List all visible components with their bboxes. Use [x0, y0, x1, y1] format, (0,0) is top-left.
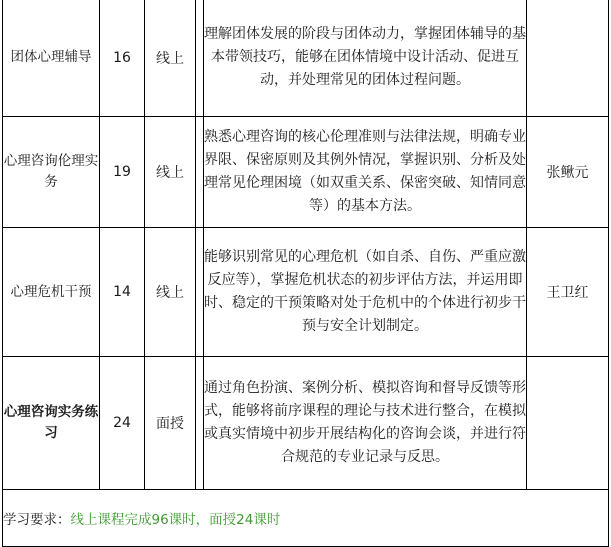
spacer-cell	[196, 117, 204, 228]
course-description: 通过角色扮演、案例分析、模拟咨询和督导反馈等形式，能够将前序课程的理论与技术进行整合，在模拟或真实情境中初步开展结构化的咨询会谈，并进行符合规范的专业记录与反思。	[204, 357, 527, 490]
spacer-cell	[196, 0, 204, 117]
course-name: 心理危机干预	[3, 228, 100, 357]
requirement-label: 学习要求：	[3, 512, 71, 528]
course-hours: 16	[100, 0, 145, 117]
spacer-cell	[196, 357, 204, 490]
course-description: 能够识别常见的心理危机（如自杀、自伤、严重应激反应等），掌握危机状态的初步评估方法，并运用即时、稳定的干预策略对处于危机中的个体进行初步干预与安全计划制定。	[204, 228, 527, 357]
course-mode: 线上	[145, 228, 196, 357]
course-name: 心理咨询伦理实务	[3, 117, 100, 228]
spacer-cell	[196, 228, 204, 357]
course-mode: 线上	[145, 0, 196, 117]
course-table	[2, 0, 609, 547]
requirement-value: 线上课程完成96课时，面授24课时	[70, 512, 281, 528]
table-row	[3, 0, 609, 117]
requirement-cell	[3, 490, 609, 547]
table-row	[3, 117, 609, 228]
course-teacher	[527, 357, 609, 490]
course-hours: 24	[100, 357, 145, 490]
course-name: 团体心理辅导	[3, 0, 100, 117]
course-hours: 19	[100, 117, 145, 228]
course-description: 理解团体发展的阶段与团体动力，掌握团体辅导的基本带领技巧，能够在团体情境中设计活动、促进互动，并处理常见的团体过程问题。	[204, 0, 527, 117]
course-description: 熟悉心理咨询的核心伦理准则与法律法规，明确专业界限、保密原则及其例外情况，掌握识别、分析及处理常见伦理困境（如双重关系、保密突破、知情同意等）的基本方法。	[204, 117, 527, 228]
course-teacher: 王卫红	[527, 228, 609, 357]
course-mode: 线上	[145, 117, 196, 228]
course-teacher: 张鳅元	[527, 117, 609, 228]
table-row	[3, 228, 609, 357]
course-hours: 14	[100, 228, 145, 357]
course-mode: 面授	[145, 357, 196, 490]
course-name: 心理咨询实务练习	[3, 357, 100, 490]
table-row	[3, 357, 609, 490]
requirement-row	[3, 490, 609, 547]
course-teacher	[527, 0, 609, 117]
